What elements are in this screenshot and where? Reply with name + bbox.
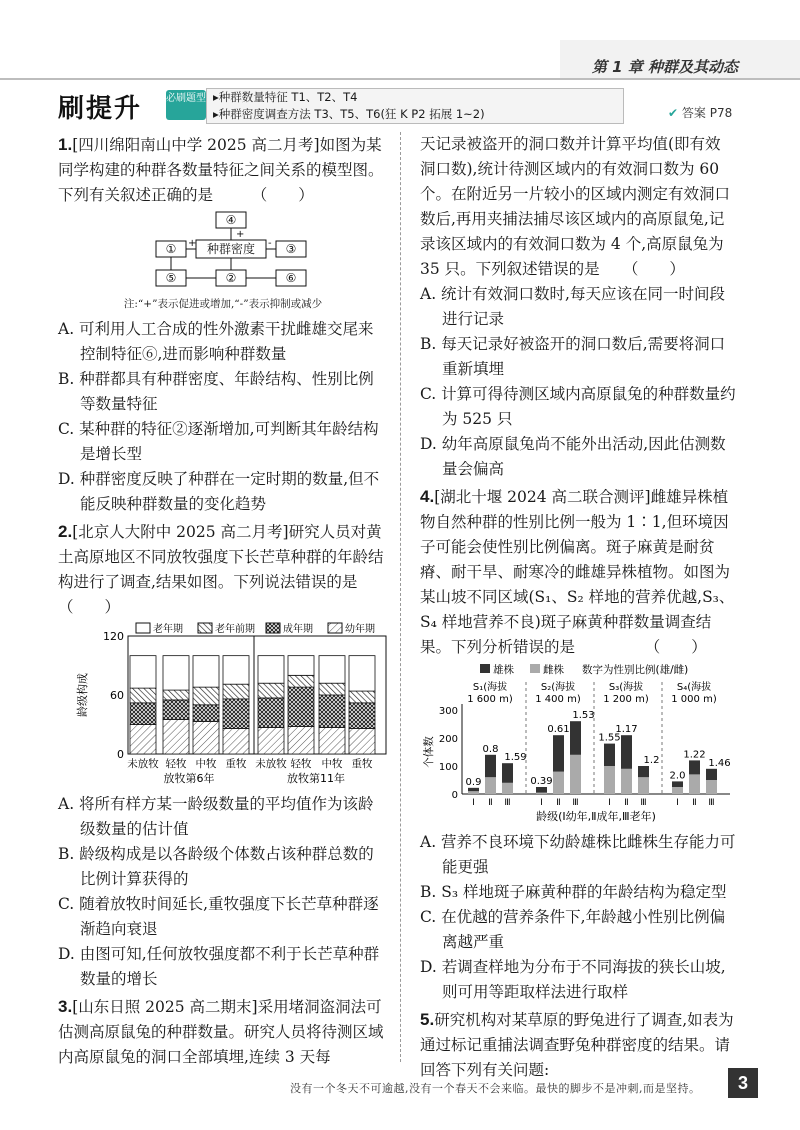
chart2-bar-male <box>570 721 581 755</box>
chart2-xtick: Ⅲ <box>640 798 647 808</box>
diagram-plus-left: + <box>188 238 197 249</box>
chart1-xtick: 未放牧 <box>255 758 287 770</box>
chart1-group-label: 放牧第6年 <box>163 772 215 785</box>
topic-line-2: ▸种群密度调查方法 T3、T5、T6(狂 K P2 拓展 1~2) <box>213 107 485 121</box>
q5-stem-text: 研究机构对某草原的野兔进行了调查,如表为通过标记重捕法调查野兔种群密度的结果。请回答下列有关问题: <box>420 1011 734 1079</box>
q4-option-b[interactable]: B. S₃ 样地斑子麻黄种群的年龄结构为稳定型 <box>420 883 727 901</box>
chart2-ratio-label: 0.9 <box>465 776 482 788</box>
chart2-bar-female <box>485 777 496 794</box>
chart1-bar-segment <box>193 705 219 722</box>
chart2-xtick: Ⅲ <box>572 798 579 808</box>
diagram-center: 种群密度 <box>206 242 256 256</box>
chart1-ytick: 60 <box>110 689 124 702</box>
topic-line-1: ▸种群数量特征 T1、T2、T4 <box>213 90 358 104</box>
chart1-bar-segment <box>319 683 345 695</box>
chart2-ytick: 100 <box>438 762 458 773</box>
chart1-bar-segment <box>288 687 314 726</box>
chart2-group-sublabel: 1 000 m) <box>671 694 717 705</box>
chart2-xtick: Ⅰ <box>608 798 611 808</box>
chart2-bar-male <box>553 735 564 771</box>
chart2-xtick: Ⅲ <box>708 798 715 808</box>
chart2-bar-female <box>706 780 717 794</box>
diagram-node-1: ① <box>165 242 177 256</box>
diagram-node-6: ⑥ <box>285 271 297 285</box>
chart2-group-label: S₄(海拔 <box>676 682 712 693</box>
chart2-group-sublabel: 1 200 m) <box>603 694 649 705</box>
chart2-ratio-label: 0.61 <box>547 724 570 736</box>
chart2-bar-male <box>604 744 615 766</box>
chart1-bar-segment <box>163 700 189 720</box>
q4-stem <box>420 484 736 660</box>
q1-stem-text: [四川绵阳南山中学 2025 高二月考]如图为某同学构建的种群各数量特征之间关系的模型图。下列有关叙述正确的是 （ ） <box>58 136 384 204</box>
chart1-bar-segment <box>258 727 284 754</box>
q4-number: 4. <box>420 487 435 506</box>
q1-option-a[interactable]: A. 可利用人工合成的性外激素干扰雌雄交尾来控制特征⑥,进而影响种群数量 <box>58 320 374 363</box>
q4-option-d[interactable]: D. 若调查样地为分布于不同海拔的狭长山坡,则可用等距取样法进行取样 <box>420 958 726 1001</box>
chart1-bar-segment <box>319 727 345 754</box>
chart1-bar-segment <box>223 684 249 699</box>
diagram-node-4: ④ <box>225 213 237 227</box>
section-tag: 必刷题型 <box>166 90 206 120</box>
chart1-legend-swatch <box>328 623 342 633</box>
q5-stem <box>420 1007 736 1083</box>
chart2-bar-male <box>638 766 649 777</box>
chart2-ratio-label: 1.53 <box>572 710 595 722</box>
chart2-xtick: Ⅱ <box>488 798 493 808</box>
chart1-bar-segment <box>163 720 189 754</box>
chart2-xlabel: 龄级(Ⅰ幼年,Ⅱ成年,Ⅲ老年) <box>536 810 656 823</box>
section-brand: 刷提升 <box>58 94 143 124</box>
chart1-xtick: 轻牧 <box>165 758 187 770</box>
chart1-bar-segment <box>288 656 314 676</box>
chart1-legend-swatch <box>136 623 150 633</box>
chart1-bar-segment <box>130 725 156 755</box>
chart1-bar-segment <box>258 698 284 728</box>
q3-option-d[interactable]: D. 幼年高原鼠兔尚不能外出活动,因此估测数量会偏高 <box>420 435 726 478</box>
chart2-bar-male <box>672 781 683 787</box>
chart2-bar-female <box>638 777 649 794</box>
q3-number: 3. <box>58 997 73 1016</box>
chart2-bar-male <box>502 763 513 783</box>
chart2-xtick: Ⅲ <box>504 798 511 808</box>
column-divider <box>400 132 401 1062</box>
q4-stem-text: [湖北十堰 2024 高二联合测评]雌雄异株植物自然种群的性别比例一般为 1∶1,但环境因子可能会使性别比例偏离。斑子麻黄是耐贫瘠、耐干旱、耐寒冷的雌雄异株植物。如图为某山坡不同区域(S₁、S₂ 样地的营养优越,S₃、S₄ 样地营养不良)斑子麻黄种群数量调查结果。下列分析错误的是 （ ） <box>420 488 735 656</box>
q3-option-b[interactable]: B. 每天记录好被盗开的洞口数后,需要将洞口重新填埋 <box>420 335 726 378</box>
diagram-node-5: ⑤ <box>165 271 177 285</box>
chart1-group-label: 放牧第11年 <box>287 772 345 785</box>
chapter-title: 第 1 章 种群及其动态 <box>591 58 738 76</box>
chart1-xtick: 中牧 <box>195 758 217 770</box>
chart2-group-label: S₁(海拔 <box>472 682 508 693</box>
q1-option-c[interactable]: C. 某种群的特征②逐渐增加,可判断其年龄结构是增长型 <box>58 420 379 463</box>
chart1-bar-segment <box>223 699 249 729</box>
chart2-legend-label: 雌株 <box>543 664 564 676</box>
chart1-bar-segment <box>223 656 249 685</box>
chart1-legend-label: 老年前期 <box>215 624 255 635</box>
chart1-bar-segment <box>163 690 189 700</box>
q3-option-a[interactable]: A. 统计有效洞口数时,每天应该在同一时间段进行记录 <box>420 285 725 328</box>
q2-number: 2. <box>58 522 73 541</box>
chart1-bar-segment <box>193 722 219 754</box>
chart2-bar-male <box>485 755 496 777</box>
chart2-xtick: Ⅰ <box>540 798 543 808</box>
chart2-ratio-label: 1.17 <box>615 724 638 736</box>
answer-ref[interactable] <box>668 104 732 121</box>
chart2-bar-female <box>604 766 615 794</box>
chart1-bar-segment <box>258 656 284 684</box>
chart2-xtick: Ⅱ <box>692 798 697 808</box>
q3-stem-part2: 天记录被盗开的洞口数并计算平均值(即有效洞口数),统计待测区域内的有效洞口数为 60 个。在附近另一片较小的区域内测定有效洞口数后,再用夹捕法捕尽该区域内的高原鼠兔,记录该区域内的有效洞口数为 4 个,高原鼠兔为 35 只。下列叙述错误的是 （ ） <box>420 135 731 278</box>
chart2-ytick: 300 <box>438 706 458 717</box>
chart2-ytick: 0 <box>451 790 458 801</box>
chart1-bar-segment <box>130 656 156 688</box>
chart2-bar-male <box>706 769 717 780</box>
chart2-group-sublabel: 1 600 m) <box>467 694 513 705</box>
chart2-bar-male <box>536 787 547 793</box>
q4-option-a[interactable]: A. 营养不良环境下幼龄雄株比雌株生存能力可能更强 <box>420 833 736 876</box>
q2-chart <box>58 620 388 792</box>
chart2-bar-female <box>468 791 479 794</box>
chart2-bar-female <box>672 787 683 794</box>
diagram-node-3: ③ <box>285 242 297 256</box>
chart1-bar-segment <box>288 726 314 754</box>
chart1-bar-segment <box>319 695 345 727</box>
chart2-ytick: 200 <box>438 734 458 745</box>
chart1-bar-segment <box>258 683 284 698</box>
chart2-bar-female <box>689 774 700 794</box>
chart1-bar-segment <box>349 656 375 691</box>
chart1-ytick: 0 <box>117 748 124 761</box>
chart1-bar-segment <box>193 656 219 687</box>
chart2-ratio-label: 2.0 <box>669 770 686 782</box>
chart2-xtick: Ⅰ <box>676 798 679 808</box>
diagram-node-2: ② <box>225 271 237 285</box>
chart1-bar-segment <box>319 656 345 684</box>
page-number: 3 <box>728 1068 758 1098</box>
q1-note: 注:“+”表示促进或增加,“-”表示抑制或减少 <box>123 298 323 310</box>
chart1-legend-label: 老年期 <box>153 624 183 635</box>
chart2-group-sublabel: 1 400 m) <box>535 694 581 705</box>
q3-stem-start <box>58 994 388 1070</box>
q1-option-d[interactable]: D. 种群密度反映了种群在一定时期的数量,但不能反映种群数量的变化趋势 <box>58 470 380 513</box>
answer-ref-label: 答案 P78 <box>681 106 733 120</box>
chart2-ratio-label: 1.22 <box>683 749 706 761</box>
q1-diagram <box>58 210 388 292</box>
check-icon: ✔ <box>668 106 679 120</box>
q1-stem <box>58 132 388 208</box>
footer-motto: 没有一个冬天不可逾越,没有一个春天不会来临。最快的脚步不是冲刺,而是坚持。 <box>290 1082 701 1095</box>
chart2-bar-male <box>689 760 700 774</box>
q2-stem <box>58 519 435 620</box>
q5-number: 5. <box>420 1010 435 1029</box>
chart2-bar-female <box>570 755 581 794</box>
chart2-ratio-label: 1.55 <box>598 732 621 744</box>
chart1-bar-segment <box>130 688 156 703</box>
chart2-group-label: S₂(海拔 <box>540 682 576 693</box>
chart2-xtick: Ⅱ <box>556 798 561 808</box>
q2-option-d[interactable]: D. 由图可知,任何放牧强度都不利于长芒草种群数量的增长 <box>58 945 380 988</box>
chart1-bar-segment <box>130 703 156 725</box>
chart2-legend-label: 雄株 <box>493 664 514 676</box>
diagram-plus: + <box>236 229 245 240</box>
chart2-bar-female <box>621 769 632 794</box>
chart2-group-label: S₃(海拔 <box>608 682 644 693</box>
chart2-ylabel: 个体数 <box>423 736 435 768</box>
q3-option-c[interactable]: C. 计算可得待测区域内高原鼠兔的种群数量约为 525 只 <box>420 385 736 428</box>
chart2-ratio-label: 0.8 <box>482 743 499 755</box>
chart2-ratio-label: 0.39 <box>530 776 553 787</box>
chart1-legend-swatch <box>266 623 280 633</box>
right-column <box>420 132 736 1083</box>
chart1-bar-segment <box>193 687 219 705</box>
chart1-ylabel: 龄级构成 <box>76 673 89 717</box>
chart2-bar-male <box>468 788 479 791</box>
chart2-ratio-label: 1.59 <box>504 752 527 764</box>
q2-stem-text: [北京人大附中 2025 高二月考]研究人员对黄土高原地区不同放牧强度下长芒草种群的年龄结构进行了调查,结果如图。下列说法错误的是 （ ） <box>58 523 435 616</box>
left-column <box>58 132 435 1070</box>
chart1-xtick: 未放牧 <box>127 758 159 770</box>
chart1-ytick: 120 <box>103 630 124 643</box>
chart1-legend-label: 成年期 <box>283 624 313 635</box>
q1-option-b[interactable]: B. 种群都具有种群密度、年龄结构、性别比例等数量特征 <box>58 370 374 413</box>
chart2-bar-female <box>536 793 547 794</box>
chart1-xtick: 重牧 <box>351 758 373 770</box>
q1-number: 1. <box>58 135 73 154</box>
chart2-ratio-label: 1.2 <box>643 755 660 766</box>
chart1-xtick: 重牧 <box>225 758 247 770</box>
diagram-minus: - <box>268 238 272 249</box>
chart1-bar-segment <box>349 728 375 754</box>
topic-box <box>206 88 624 124</box>
chart1-bar-segment <box>288 675 314 687</box>
chart1-bar-segment <box>349 691 375 703</box>
chart2-bar-female <box>553 772 564 794</box>
chart2-ratio-label: 1.46 <box>708 757 731 769</box>
chart1-legend-label: 幼年期 <box>345 624 375 635</box>
chart1-bar-segment <box>223 728 249 754</box>
q3-stem-part1: [山东日照 2025 高二期末]采用堵洞盗洞法可估测高原鼠兔的种群数量。研究人员将待测区域内高原鼠兔的洞口全部填埋,连续 3 天每 <box>58 998 384 1066</box>
chart1-xtick: 轻牧 <box>290 758 312 770</box>
q2-option-b[interactable]: B. 龄级构成是以各龄级个体数占该种群总数的比例计算获得的 <box>58 845 374 888</box>
chart2-legend-label: 数字为性别比例(雄/雌) <box>582 664 689 676</box>
chart1-bar-segment <box>349 703 375 729</box>
chart2-legend-swatch <box>480 664 490 673</box>
chart2-xtick: Ⅰ <box>472 798 475 808</box>
chart1-xtick: 中牧 <box>321 758 343 770</box>
chart1-legend-swatch <box>198 623 212 633</box>
q4-chart <box>420 660 736 830</box>
header-rule <box>0 78 800 80</box>
chart1-bar-segment <box>163 656 189 690</box>
chart2-xtick: Ⅱ <box>624 798 629 808</box>
chart2-bar-female <box>502 783 513 794</box>
q2-option-c[interactable]: C. 随着放牧时间延长,重牧强度下长芒草种群逐渐趋向衰退 <box>58 895 379 938</box>
chart2-bar-male <box>621 735 632 769</box>
q4-option-c[interactable]: C. 在优越的营养条件下,年龄越小性别比例偏离越严重 <box>420 908 726 951</box>
chart2-legend-swatch <box>530 664 540 673</box>
q2-option-a[interactable]: A. 将所有样方某一龄级数量的平均值作为该龄级数量的估计值 <box>58 795 374 838</box>
